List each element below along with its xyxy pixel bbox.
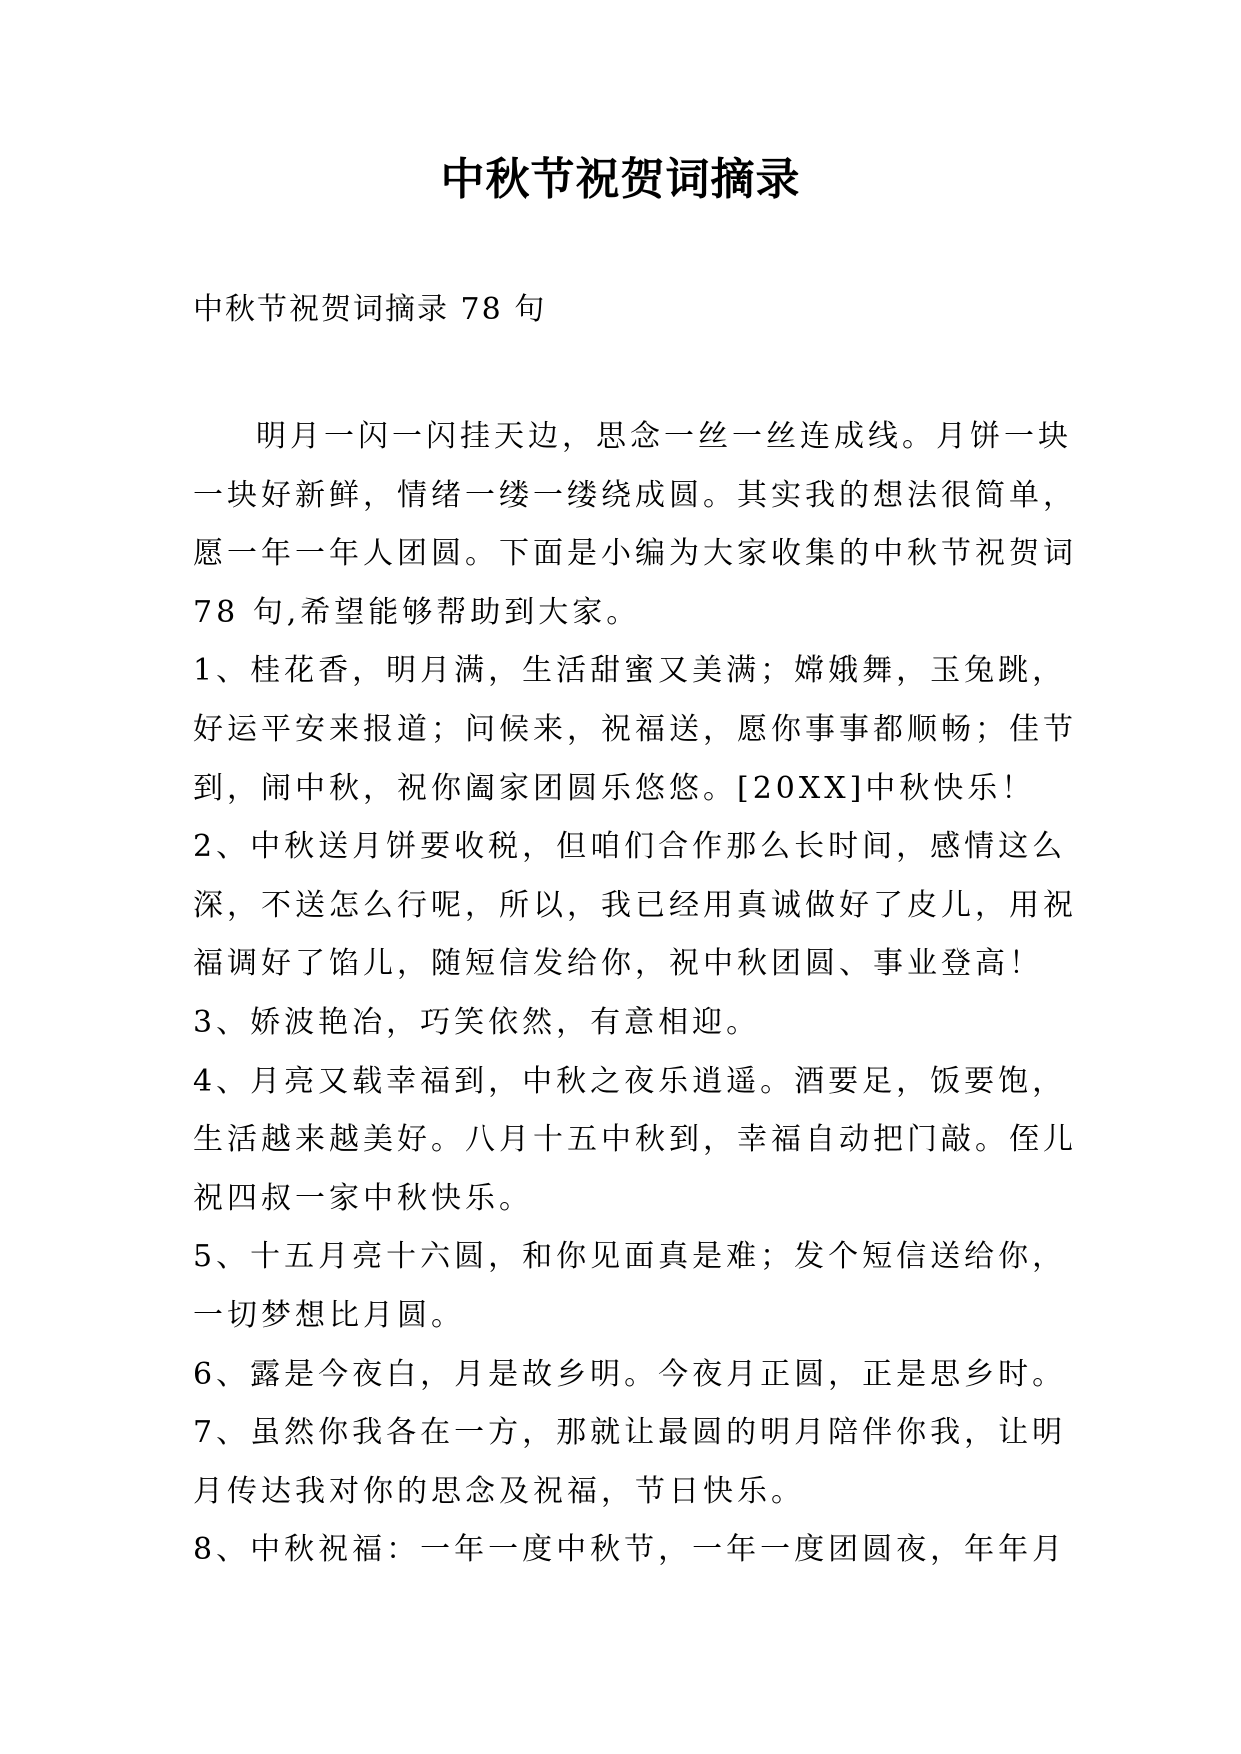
paragraph-line: 月传达我对你的思念及祝福，节日快乐。 (193, 1473, 805, 1509)
document-title: 中秋节祝贺词摘录 (440, 154, 801, 205)
paragraph-line: 4、月亮又载幸福到，中秋之夜乐逍遥。酒要足，饭要饱， (193, 1063, 1067, 1099)
document-body (193, 408, 1077, 1580)
paragraph-line: 深，不送怎么行呢，所以，我已经用真诚做好了皮儿，用祝 (193, 887, 1077, 923)
paragraph-line: 一块好新鲜，情绪一缕一缕绕成圆。其实我的想法很简单， (193, 477, 1077, 513)
paragraph-line: 78 句,希望能够帮助到大家。 (193, 594, 641, 630)
paragraph-line: 8、中秋祝福：一年一度中秋节，一年一度团圆夜，年年月 (193, 1532, 1067, 1568)
paragraph-line: 愿一年一年人团圆。下面是小编为大家收集的中秋节祝贺词 (193, 536, 1077, 572)
paragraph-line: 祝四叔一家中秋快乐。 (193, 1180, 533, 1216)
paragraph-line: 3、娇波艳冶，巧笑依然，有意相迎。 (193, 1004, 761, 1040)
paragraph-line: 福调好了馅儿，随短信发给你，祝中秋团圆、事业登高！ (193, 946, 1043, 982)
paragraph-line: 6、露是今夜白，月是故乡明。今夜月正圆，正是思乡时。 (193, 1356, 1067, 1392)
paragraph-line: 5、十五月亮十六圆，和你见面真是难；发个短信送给你， (193, 1239, 1067, 1275)
paragraph-line: 好运平安来报道；问候来，祝福送，愿你事事都顺畅；佳节 (193, 711, 1077, 747)
document-subtitle: 中秋节祝贺词摘录 78 句 (193, 292, 547, 327)
paragraph-line: 2、中秋送月饼要收税，但咱们合作那么长时间，感情这么 (193, 829, 1067, 865)
paragraph-line: 明月一闪一闪挂天边，思念一丝一丝连成线。月饼一块 (256, 419, 1072, 454)
paragraph-line: 7、虽然你我各在一方，那就让最圆的明月陪伴你我，让明 (193, 1415, 1067, 1451)
paragraph-line: 生活越来越美好。八月十五中秋到，幸福自动把门敲。侄儿 (193, 1122, 1077, 1158)
paragraph-line: 到，闹中秋，祝你阖家团圆乐悠悠。[20XX]中秋快乐！ (193, 770, 1036, 806)
paragraph-line: 1、桂花香，明月满，生活甜蜜又美满；嫦娥舞，玉兔跳， (193, 653, 1067, 689)
paragraph-line: 一切梦想比月圆。 (193, 1297, 465, 1333)
